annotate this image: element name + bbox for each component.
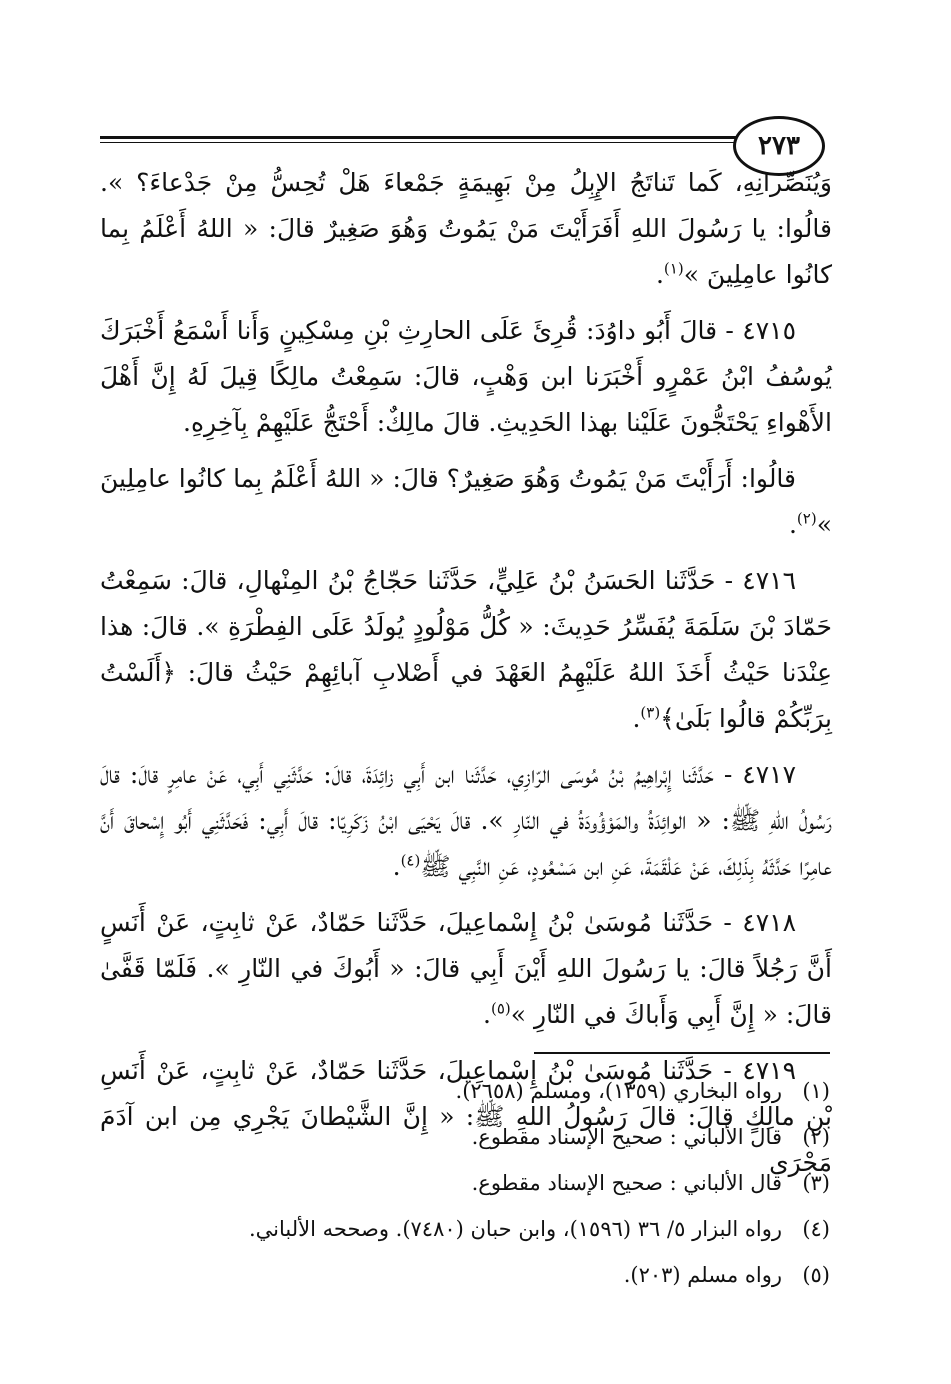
hadith-4715: ٤٧١٥ - قالَ أَبُو داوُدَ: قُرِئَ عَلَى الحارِثِ بْنِ مِسْكِينٍ وَأَنا أَسْمَعُ أَخْبَرَكَ يُوسُفُ ابْنُ عَمْرٍو أَخْبَرَنا ابن وَهْبٍ، قالَ: سَمِعْتُ مالِكًا قِيلَ لَهُ إِنَّ أَهْلَ الأَهْواءِ يَحْتَجُّونَ عَلَيْنا بهذا الحَدِيثِ. قالَ مالِكٌ: أَحْتَجُّ عَلَيْهِمْ بِآخِرِهِ.: [100, 316, 832, 437]
footnote: (١)رواه البخاري (١٣٥٩)، ومسلم (٢٦٥٨).: [100, 1068, 830, 1114]
paragraph: وَيُنَصِّرانِهِ، كَما تَناتَجُ الإِبِلُ مِنْ بَهِيمَةٍ جَمْعاءَ هَلْ تُحِسُّ مِنْ جَدْعاءَ؟ ». قالُوا: يا رَسُولَ اللهِ أَفَرَأَيْتَ مَنْ يَمُوتُ وَهُوَ صَغِيرٌ قالَ: « اللهُ أَعْلَمُ بِما كانُوا عامِلِينَ »$^{(١)}$.: [100, 168, 832, 289]
page-body: [100, 160, 832, 1196]
footnote-number: (٤): [802, 1217, 830, 1241]
footnote-ref: (٤): [400, 851, 421, 870]
footnote-separator: [534, 1052, 830, 1054]
hadith-4719: ٤٧١٩ - حَدَّثَنا مُوسَىٰ بْنُ إِسْماعِيلَ، حَدَّثَنا حَمّادٌ، عَنْ ثابِتٍ، عَنْ أَنَسِ بْنِ مالِكٍ قالَ: قالَ رَسُولُ اللهِ ﷺ: « إِنَّ الشَّيْطانَ يَجْرِي مِن ابن آدَمَ مَجْرَى: [100, 1056, 832, 1177]
footnote-number: (٣): [802, 1171, 830, 1195]
footnote-ref: (٣): [640, 703, 661, 722]
footnote: (٣)قال الألباني : صحيح الإسناد مقطوع.: [100, 1160, 830, 1206]
footnote-ref: (١): [663, 259, 684, 278]
footnote-number: (٥): [802, 1263, 830, 1287]
footnote: (٥)رواه مسلم (٢٠٣).: [100, 1252, 830, 1298]
header-rule-bottom: [100, 142, 820, 143]
hadith-4718: ٤٧١٨ - حَدَّثَنا مُوسَىٰ بْنُ إِسْماعِيلَ، حَدَّثَنا حَمّادٌ، عَنْ ثابِتٍ، عَنْ أَنَسٍ أَنَّ رَجُلاً قالَ: يا رَسُولَ اللهِ أَيْنَ أَبِي قالَ: « أَبُوكَ في النّارِ ». فَلَمّا قَفَّىٰ قالَ: « إِنَّ أَبِي وَأَباكَ في النّارِ »$^{(٥)}$.: [100, 908, 832, 1029]
header-rule-top: [100, 136, 820, 139]
footnote: (٢)قال الألباني : صحيح الإسناد مقطوع.: [100, 1114, 830, 1160]
hadith-4716: ٤٧١٦ - حَدَّثَنا الحَسَنُ بْنُ عَلِيٍّ، حَدَّثَنا حَجّاجُ بْنُ المِنْهالِ، قالَ: سَمِعْتُ حَمّادَ بْنَ سَلَمَةَ يُفَسِّرُ حَدِيثَ: « كُلُّ مَوْلُودٍ يُولَدُ عَلَى الفِطْرَةِ ». قالَ: هذا عِنْدَنا حَيْثُ أَخَذَ اللهُ عَلَيْهِمُ العَهْدَ في أَصْلابِ آبائِهِمْ حَيْثُ قالَ: ﴿أَلَسْتُ بِرَبِّكُمْ قالُوا بَلَىٰ﴾$^{(٣)}$.: [100, 566, 832, 733]
hadith-4717: ٤٧١٧ - حَدَّثَنا إِبْراهِيمُ بْنُ مُوسَى الرّازِي، حَدَّثَنا ابن أَبِي زائِدَةَ، قالَ: حَدَّثَنِي أَبِي، عَنْ عامِرٍ قالَ: قالَ رَسُولُ اللهِ ﷺ: « الوائِدَةُ والمَوْؤُودَةُ في النّارِ ». قالَ يَحْيَى ابْنُ زَكَرِيّا: قالَ أَبِي: فَحَدَّثَنِي أَبُو إِسْحاقَ أَنَّ عامِرًا حَدَّثَهُ بِذَلِكَ، عَنْ عَلْقَمَةَ، عَنِ ابن مَسْعُودٍ، عَنِ النَّبِي ﷺ$^{(٤)}$.: [100, 760, 832, 881]
footnote: (٤)رواه البزار ٥/ ٣٦ (١٥٩٦)، وابن حبان (٧٤٨٠). وصححه الألباني.: [100, 1206, 830, 1252]
footnotes: [100, 1068, 830, 1298]
paragraph: قالُوا: أَرَأَيْتَ مَنْ يَمُوتُ وَهُوَ صَغِيرٌ؟ قالَ: « اللهُ أَعْلَمُ بِما كانُوا عامِلِينَ »$^{(٢)}$.: [100, 464, 832, 539]
footnote-ref: (٢): [796, 509, 817, 528]
footnote-number: (١): [802, 1079, 830, 1103]
footnote-number: (٢): [802, 1125, 830, 1149]
footnote-ref: (٥): [491, 999, 511, 1018]
page-number: ٢٧٣: [733, 116, 825, 176]
